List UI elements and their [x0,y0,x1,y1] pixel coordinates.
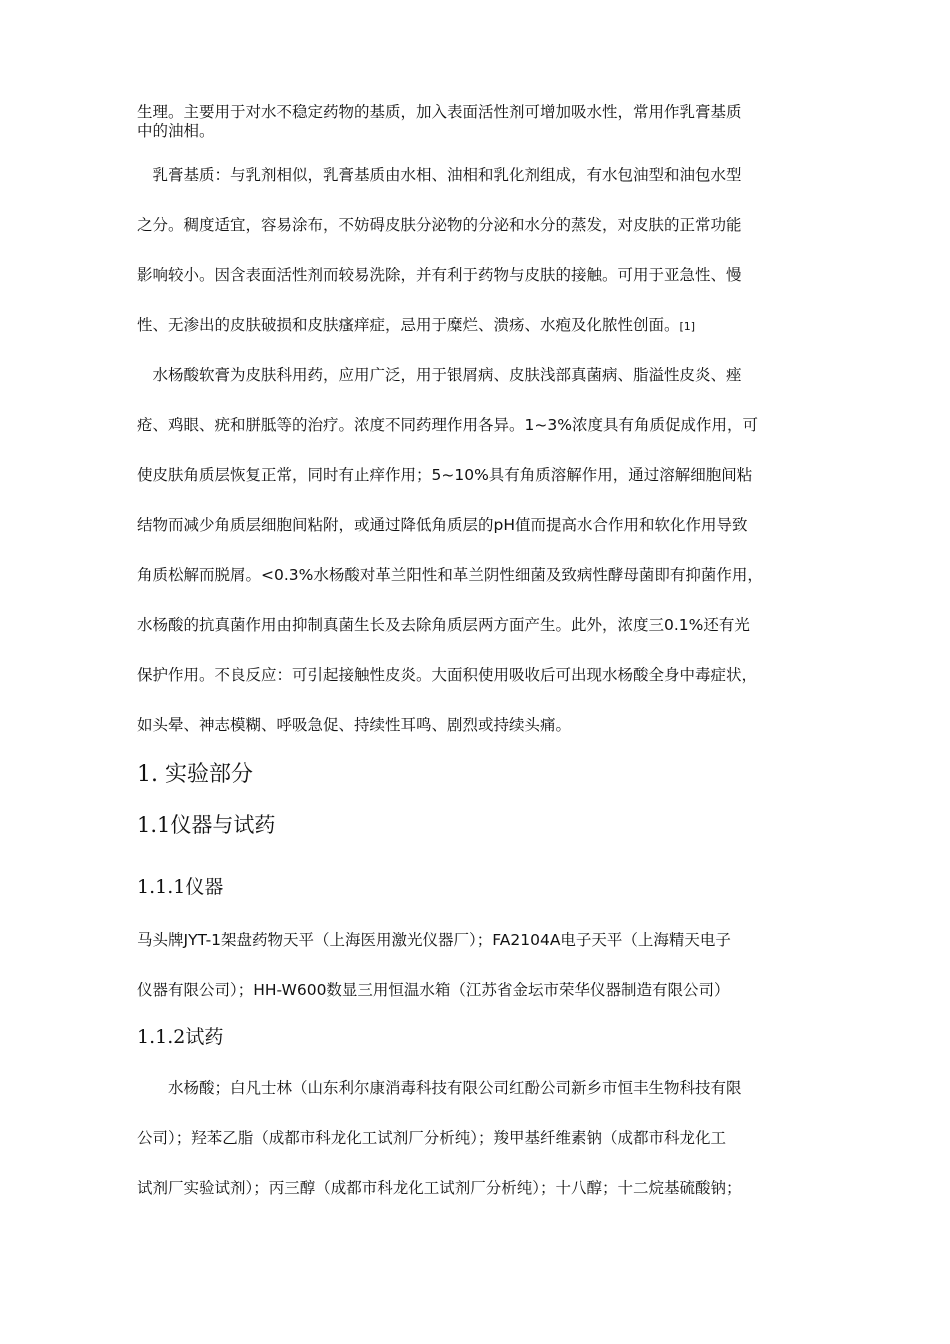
text-line: 水杨酸的抗真菌作用由抑制真菌生长及去除角质层两方面产生。此外，浓度三0.1%还有光 [137,616,750,634]
paragraph-cream-base [137,150,817,352]
text-line: 水杨酸软膏为皮肤科用药，应用广泛，用于银屑病、皮肤浅部真菌病、脂溢性皮炎、痤 [137,366,742,384]
heading-section-1-1: 1.1仪器与试药 [137,813,276,837]
text-line: 中的油相。 [137,122,215,140]
heading-section-1-1-1: 1.1.1仪器 [137,876,224,898]
heading-section-1-1-2: 1.1.2试药 [137,1026,224,1048]
text-line: 生理。主要用于对水不稳定药物的基质，加入表面活性剂可增加吸水性，常用作乳膏基质 [137,103,742,121]
text-line: 仪器有限公司）；HH-W600数显三用恒温水箱（江苏省金坛市荣华仪器制造有限公司） [137,981,730,999]
text-line: 如头晕、神志模糊、呼吸急促、持续性耳鸣、剧烈或持续头痛。 [137,716,572,734]
text-line: 公司）；羟苯乙脂（成都市科龙化工试剂厂分析纯）；羧甲基纤维素钠（成都市科龙化工 [137,1129,727,1147]
text-line: 保护作用。不良反应：可引起接触性皮炎。大面积使用吸收后可出现水杨酸全身中毒症状， [137,666,758,684]
citation: [1] [679,320,696,333]
text-line: 试剂厂实验试剂）；丙三醇（成都市科龙化工试剂厂分析纯）；十八醇；十二烷基硫酸钠； [137,1179,742,1197]
heading-section-1: 1. 实验部分 [137,762,253,787]
text-line: 水杨酸；白凡士林（山东利尔康消毒科技有限公司红酚公司新乡市恒丰生物科技有限 [137,1079,742,1097]
text-line: 乳膏基质：与乳剂相似，乳膏基质由水相、油相和乳化剂组成，有水包油型和油包水型 [137,166,742,184]
paragraph-instruments [137,915,817,1015]
paragraph-base-intro [137,103,817,141]
text-line: 使皮肤角质层恢复正常，同时有止痒作用；5~10%具有角质溶解作用，通过溶解细胞间粘 [137,466,753,484]
text-line: 影响较小。因含表面活性剂而较易洗除，并有利于药物与皮肤的接触。可用于亚急性、慢 [137,266,742,284]
text-line: 之分。稠度适宜，容易涂布，不妨碍皮肤分泌物的分泌和水分的蒸发，对皮肤的正常功能 [137,216,742,234]
text-line: 马头牌JYT-1架盘药物天平（上海医用激光仪器厂）；FA2104A电子天平（上海精天电子 [137,931,731,949]
text-line: 角质松解而脱屑。<0.3%水杨酸对革兰阳性和革兰阴性细菌及致病性酵母菌即有抑菌作用， [137,566,763,584]
paragraph-salicylic-ointment [137,350,817,750]
text-line: 疮、鸡眼、疣和胼胝等的治疗。浓度不同药理作用各异。1~3%浓度具有角质促成作用，可 [137,416,758,434]
paragraph-reagents [137,1063,817,1213]
text-line [137,300,817,352]
text-line: 结物而减少角质层细胞间粘附，或通过降低角质层的pH值而提高水合作用和软化作用导致 [137,516,748,534]
text-line-body: 性、无渗出的皮肤破损和皮肤瘙痒症，忌用于糜烂、溃疡、水疱及化脓性创面。 [137,316,680,334]
